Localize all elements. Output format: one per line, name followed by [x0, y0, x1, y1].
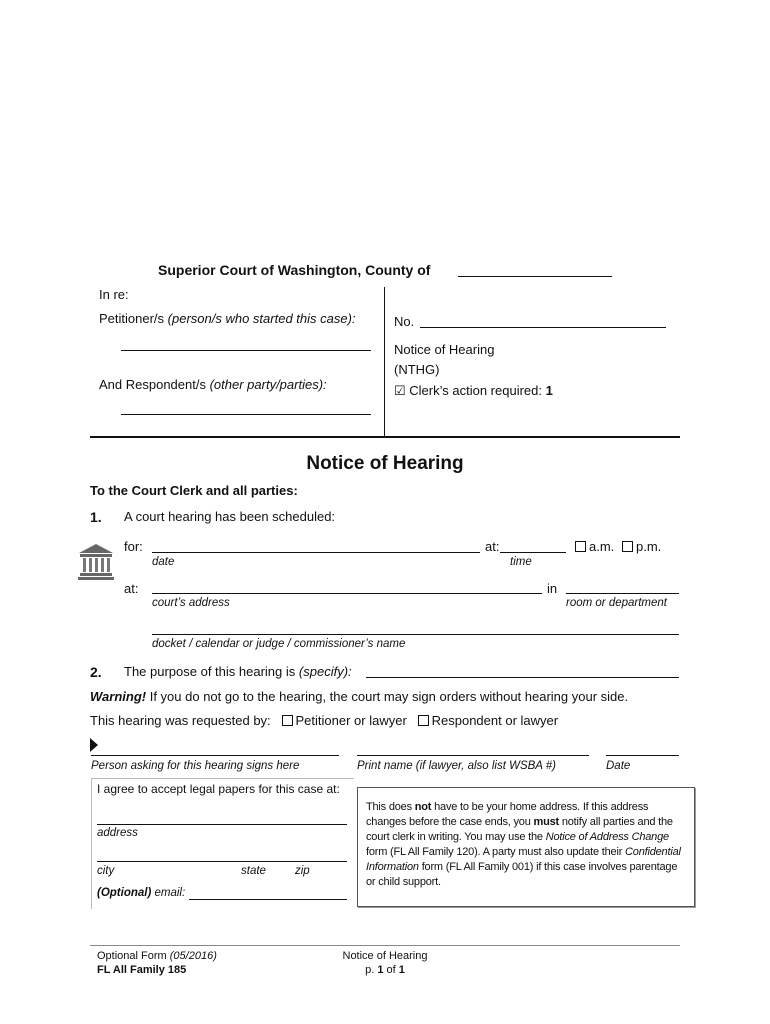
case-number-field[interactable] — [420, 327, 666, 328]
address-at-label: at: — [124, 581, 139, 596]
time-at-label: at: — [485, 539, 500, 554]
footer-form-id: FL All Family 185 — [97, 964, 187, 976]
zip-caption: zip — [295, 865, 310, 877]
requested-by: This hearing was requested by: Petitioner or lawyer Respondent or lawyer — [90, 713, 559, 728]
court-address-field[interactable] — [152, 593, 542, 594]
for-label: for: — [124, 539, 143, 554]
county-field[interactable] — [458, 276, 612, 277]
doc-title: Notice of Hearing — [394, 342, 495, 357]
section-1-text: A court hearing has been scheduled: — [124, 509, 336, 524]
section-2-text: The purpose of this hearing is (specify): — [124, 664, 352, 679]
in-label: in — [547, 581, 558, 596]
state-caption: state — [241, 865, 266, 877]
doc-code: (NTHG) — [394, 362, 440, 377]
print-name-caption: Print name (if lawyer, also list WSBA #) — [357, 760, 556, 772]
am-option[interactable]: a.m. — [575, 539, 614, 554]
address-caption: address — [97, 827, 138, 839]
header-bottom-rule — [90, 436, 680, 438]
city-state-zip-field[interactable] — [97, 861, 347, 862]
time-caption: time — [510, 556, 532, 568]
date-field[interactable] — [152, 552, 480, 553]
agree-text: I agree to accept legal papers for this case at: — [97, 782, 340, 796]
room-field[interactable] — [566, 593, 679, 594]
room-caption: room or department — [566, 597, 667, 609]
purpose-field[interactable] — [366, 677, 679, 678]
petitioner-name-field[interactable] — [121, 350, 371, 351]
city-caption: city — [97, 865, 115, 877]
respondent-label: And Respondent/s (other party/parties): — [99, 377, 327, 392]
warning-text: Warning! If you do not go to the hearing, the court may sign orders without hearing your side. — [90, 689, 629, 704]
signature-field[interactable] — [91, 755, 339, 756]
pm-option[interactable]: p.m. — [622, 539, 661, 554]
docket-caption: docket / calendar or judge / commissioner’s name — [152, 638, 406, 650]
sign-date-caption: Date — [606, 760, 631, 772]
to-line: To the Court Clerk and all parties: — [90, 483, 298, 498]
date-caption: date — [152, 556, 175, 568]
print-name-field[interactable] — [357, 755, 589, 756]
petitioner-checkbox[interactable] — [282, 715, 293, 726]
respondent-checkbox[interactable] — [418, 715, 429, 726]
court-label: Superior Court of Washington, County of — [158, 262, 431, 278]
footer-title: Notice of Hearing — [342, 950, 428, 962]
section-2-number: 2. — [90, 664, 102, 680]
courthouse-icon — [77, 542, 115, 580]
sign-date-field[interactable] — [606, 755, 679, 756]
address-note: This does not have to be your home address. If this address changes before the case ends, you must notify all parties and the court clerk in writing. You may use the Notice of Address Change form (FL All Family 120). A party must also update their Confidential Information form (FL All Family 001) if this case involves parentage or child support. — [357, 787, 695, 907]
service-address-field[interactable] — [97, 824, 347, 825]
header-divider — [384, 287, 385, 436]
respondent-name-field[interactable] — [121, 414, 371, 415]
section-1-number: 1. — [90, 509, 102, 525]
docket-field[interactable] — [152, 634, 679, 635]
petitioner-option[interactable]: Petitioner or lawyer — [282, 713, 407, 728]
in-re-label: In re: — [99, 287, 129, 302]
sign-arrow-icon — [89, 737, 99, 756]
respondent-option[interactable]: Respondent or lawyer — [418, 713, 558, 728]
pm-checkbox[interactable] — [622, 541, 633, 552]
clerk-action: ☑ Clerk’s action required: 1 — [394, 383, 553, 398]
page-title: Notice of Hearing — [306, 453, 464, 474]
email-field[interactable] — [189, 899, 347, 900]
signature-caption: Person asking for this hearing signs here — [91, 760, 300, 772]
court-header — [158, 262, 430, 278]
am-checkbox[interactable] — [575, 541, 586, 552]
footer-rule — [90, 945, 680, 946]
email-label: (Optional) email: — [97, 887, 186, 899]
footer-form-version: Optional Form (05/2016) — [97, 950, 217, 962]
footer-page: p. 1 of 1 — [365, 964, 405, 976]
case-number-label: No. — [394, 314, 415, 329]
petitioner-label: Petitioner/s (person/s who started this case): — [99, 311, 356, 326]
court-address-caption: court’s address — [152, 597, 230, 609]
time-field[interactable] — [500, 552, 566, 553]
